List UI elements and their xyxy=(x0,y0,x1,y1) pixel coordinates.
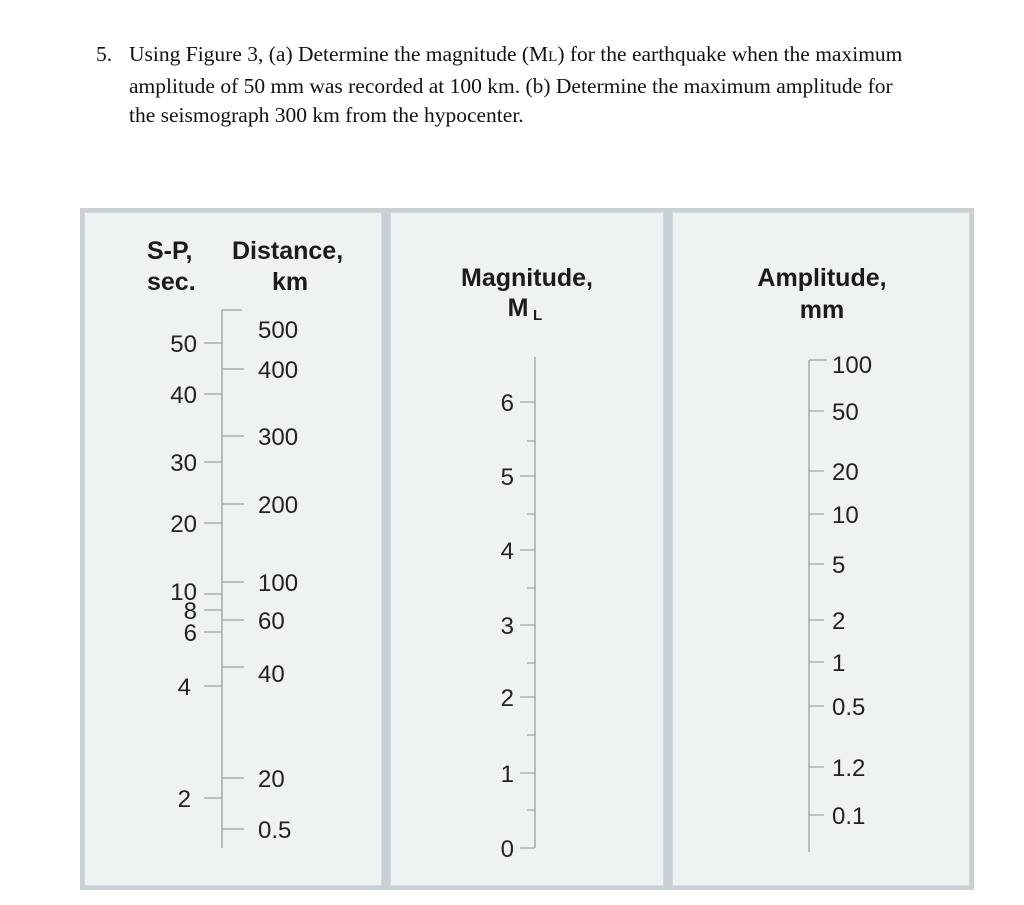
magnitude-tick-5: 5 xyxy=(500,464,514,491)
distance-tick-100: 100 xyxy=(258,570,299,597)
magnitude-panel-svg xyxy=(390,212,664,886)
magnitude-header-sub: L xyxy=(533,307,543,324)
distance-tick-500: 500 xyxy=(258,317,299,344)
amplitude-tick-marks xyxy=(809,411,824,815)
question-line-1b: ) for the earthquake when the maximum xyxy=(557,42,903,66)
question-subscript: L xyxy=(548,49,558,65)
distance-tick-marks xyxy=(222,369,244,829)
question-body xyxy=(129,40,1011,130)
magnitude-tick-0: 0 xyxy=(500,836,514,863)
sp-tick-40: 40 xyxy=(170,382,197,409)
distance-header-2: km xyxy=(272,268,309,296)
amplitude-tick-20: 20 xyxy=(832,459,859,486)
amplitude-tick-1-2: 1.2 xyxy=(832,755,866,782)
sp-tick-2: 2 xyxy=(177,786,191,813)
nomogram-figure xyxy=(80,208,974,890)
amplitude-tick-0-1: 0.1 xyxy=(832,803,866,830)
sp-header-1: S-P, xyxy=(147,237,193,265)
magnitude-tick-marks xyxy=(520,402,535,848)
amplitude-tick-0-5: 0.5 xyxy=(832,694,866,721)
magnitude-tick-4: 4 xyxy=(500,538,514,565)
amplitude-tick-10: 10 xyxy=(832,502,859,529)
sp-tick-4: 4 xyxy=(177,674,191,701)
distance-panel xyxy=(84,212,382,886)
distance-tick-20: 20 xyxy=(258,766,285,793)
amplitude-header-1: Amplitude, xyxy=(757,264,887,292)
sp-tick-6: 6 xyxy=(183,620,197,647)
amplitude-tick-100: 100 xyxy=(832,352,873,379)
distance-tick-0-5: 0.5 xyxy=(258,817,292,844)
sp-tick-10: 10 xyxy=(170,579,197,606)
amplitude-tick-2: 2 xyxy=(832,608,846,635)
magnitude-tick-2: 2 xyxy=(500,685,514,712)
amplitude-header-2: mm xyxy=(799,296,845,324)
distance-tick-40: 40 xyxy=(258,661,285,688)
sp-tick-50: 50 xyxy=(170,331,197,358)
question-line-3: the seismograph 300 km from the hypocenter. xyxy=(129,103,524,127)
magnitude-tick-6: 6 xyxy=(500,390,514,417)
distance-tick-200: 200 xyxy=(258,492,299,519)
sp-tick-20: 20 xyxy=(170,511,197,538)
sp-tick-8: 8 xyxy=(183,598,197,625)
sp-header-2: sec. xyxy=(147,268,196,296)
sp-tick-marks xyxy=(204,343,222,798)
amplitude-panel xyxy=(672,212,970,886)
distance-tick-400: 400 xyxy=(258,357,299,384)
amplitude-tick-1: 1 xyxy=(832,650,846,677)
sp-tick-30: 30 xyxy=(170,450,197,477)
magnitude-header-1: Magnitude, xyxy=(461,264,593,292)
magnitude-header-2: M xyxy=(507,294,529,322)
question-number: 5. xyxy=(96,42,113,66)
distance-tick-300: 300 xyxy=(258,424,299,451)
question-line-1a: Using Figure 3, (a) Determine the magnitude (M xyxy=(129,42,549,66)
question-line-2: amplitude of 50 mm was recorded at 100 km. (b) Determine the maximum amplitude for xyxy=(129,74,893,98)
distance-tick-60: 60 xyxy=(258,608,285,635)
magnitude-panel xyxy=(390,212,664,886)
amplitude-panel-svg xyxy=(672,212,970,886)
magnitude-tick-3: 3 xyxy=(500,613,514,640)
magnitude-tick-1: 1 xyxy=(500,761,514,788)
distance-panel-svg xyxy=(84,212,382,886)
distance-header-1: Distance, xyxy=(232,237,344,265)
amplitude-tick-5: 5 xyxy=(832,552,846,579)
amplitude-tick-50: 50 xyxy=(832,399,859,426)
question-line-1 xyxy=(129,40,1011,72)
